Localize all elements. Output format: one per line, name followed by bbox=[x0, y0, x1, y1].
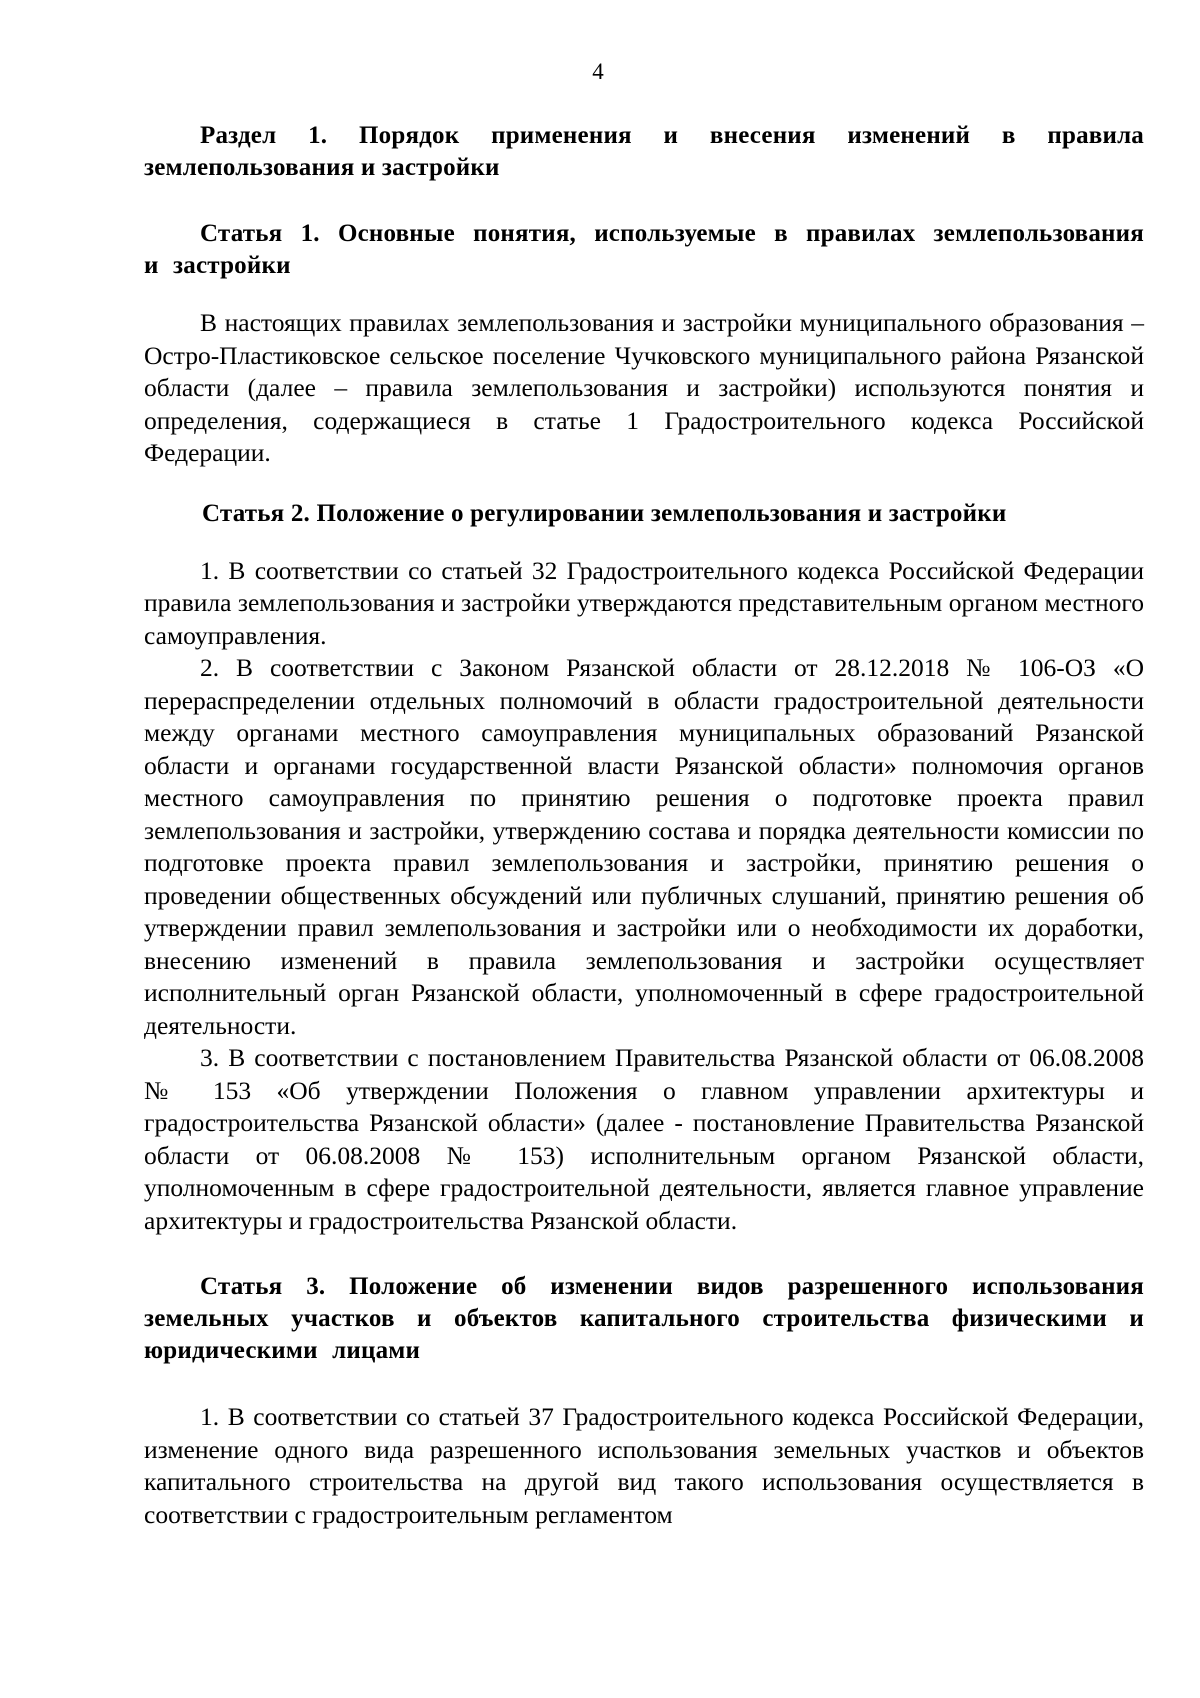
article-2-paragraph-2: 2. В соответствии с Законом Рязанской области от 28.12.2018 № 106-ОЗ «О перераспределении отдельных полномочий в области градостроительной деятельности между органами местного самоуправления муниципальных образований Рязанской области и органами государственной власти Рязанской области» полномочия органов местного самоуправления по принятию решения о подготовке проекта правил землепользования и застройки, утверждению состава и порядка деятельности комиссии по подготовке проекта правил землепользования и застройки, принятию решения о проведении общественных обсуждений или публичных слушаний, принятию решения об утверждении правил землепользования и застройки или о необходимости их доработки, внесению изменений в правила землепользования и застройки осуществляет исполнительный орган Рязанской области, уполномоченный в сфере градостроительной деятельности. bbox=[144, 653, 1144, 1040]
article-2-paragraph-3: 3. В соответствии с постановлением Правительства Рязанской области от 06.08.2008 № 153 «Об утверждении Положения о главном управлении архитектуры и градостроительства Рязанской области» (далее - постановление Правительства Рязанской области от 06.08.2008 № 153) исполнительным органом Рязанской области, уполномоченным в сфере градостроительной деятельности, является главное управление архитектуры и градостроительства Рязанской области. bbox=[144, 1043, 1144, 1235]
article-2-paragraph-1: 1. В соответствии со статьей 32 Градостроительного кодекса Российской Федерации правила землепользования и застройки утверждаются представительным органом местного самоуправления. bbox=[144, 555, 1144, 650]
section-heading: Раздел 1. Порядок применения и внесения изменений в правила землепользования и застройки bbox=[144, 122, 1144, 181]
article-1-paragraph-1: В настоящих правилах землепользования и застройки муниципального образования – Остро-Пластиковское сельское поселение Чучковского муниципального района Рязанской области (далее – правила землепользования и застройки) используются понятия и определения, содержащиеся в статье 1 Градостроительного кодекса Российской Федерации. bbox=[144, 308, 1144, 467]
article-3-heading: Статья 3. Положение об изменении видов разрешенного использования земельных участков и объектов капитального строительства физическими и юридическими лицами bbox=[144, 1273, 1144, 1364]
article-2-heading: Статья 2. Положение о регулировании землепользования и застройки bbox=[202, 499, 1007, 527]
page-number: 4 bbox=[592, 59, 604, 84]
article-3-paragraph-1: 1. В соответствии со статьей 37 Градостроительного кодекса Российской Федерации, изменение одного вида разрешенного использования земельных участков и объектов капитального строительства на другой вид такого использования осуществляется в соответствии с градостроительным регламентом bbox=[144, 1402, 1144, 1529]
article-1-heading: Статья 1. Основные понятия, используемые в правилах землепользования и застройки bbox=[144, 220, 1144, 279]
